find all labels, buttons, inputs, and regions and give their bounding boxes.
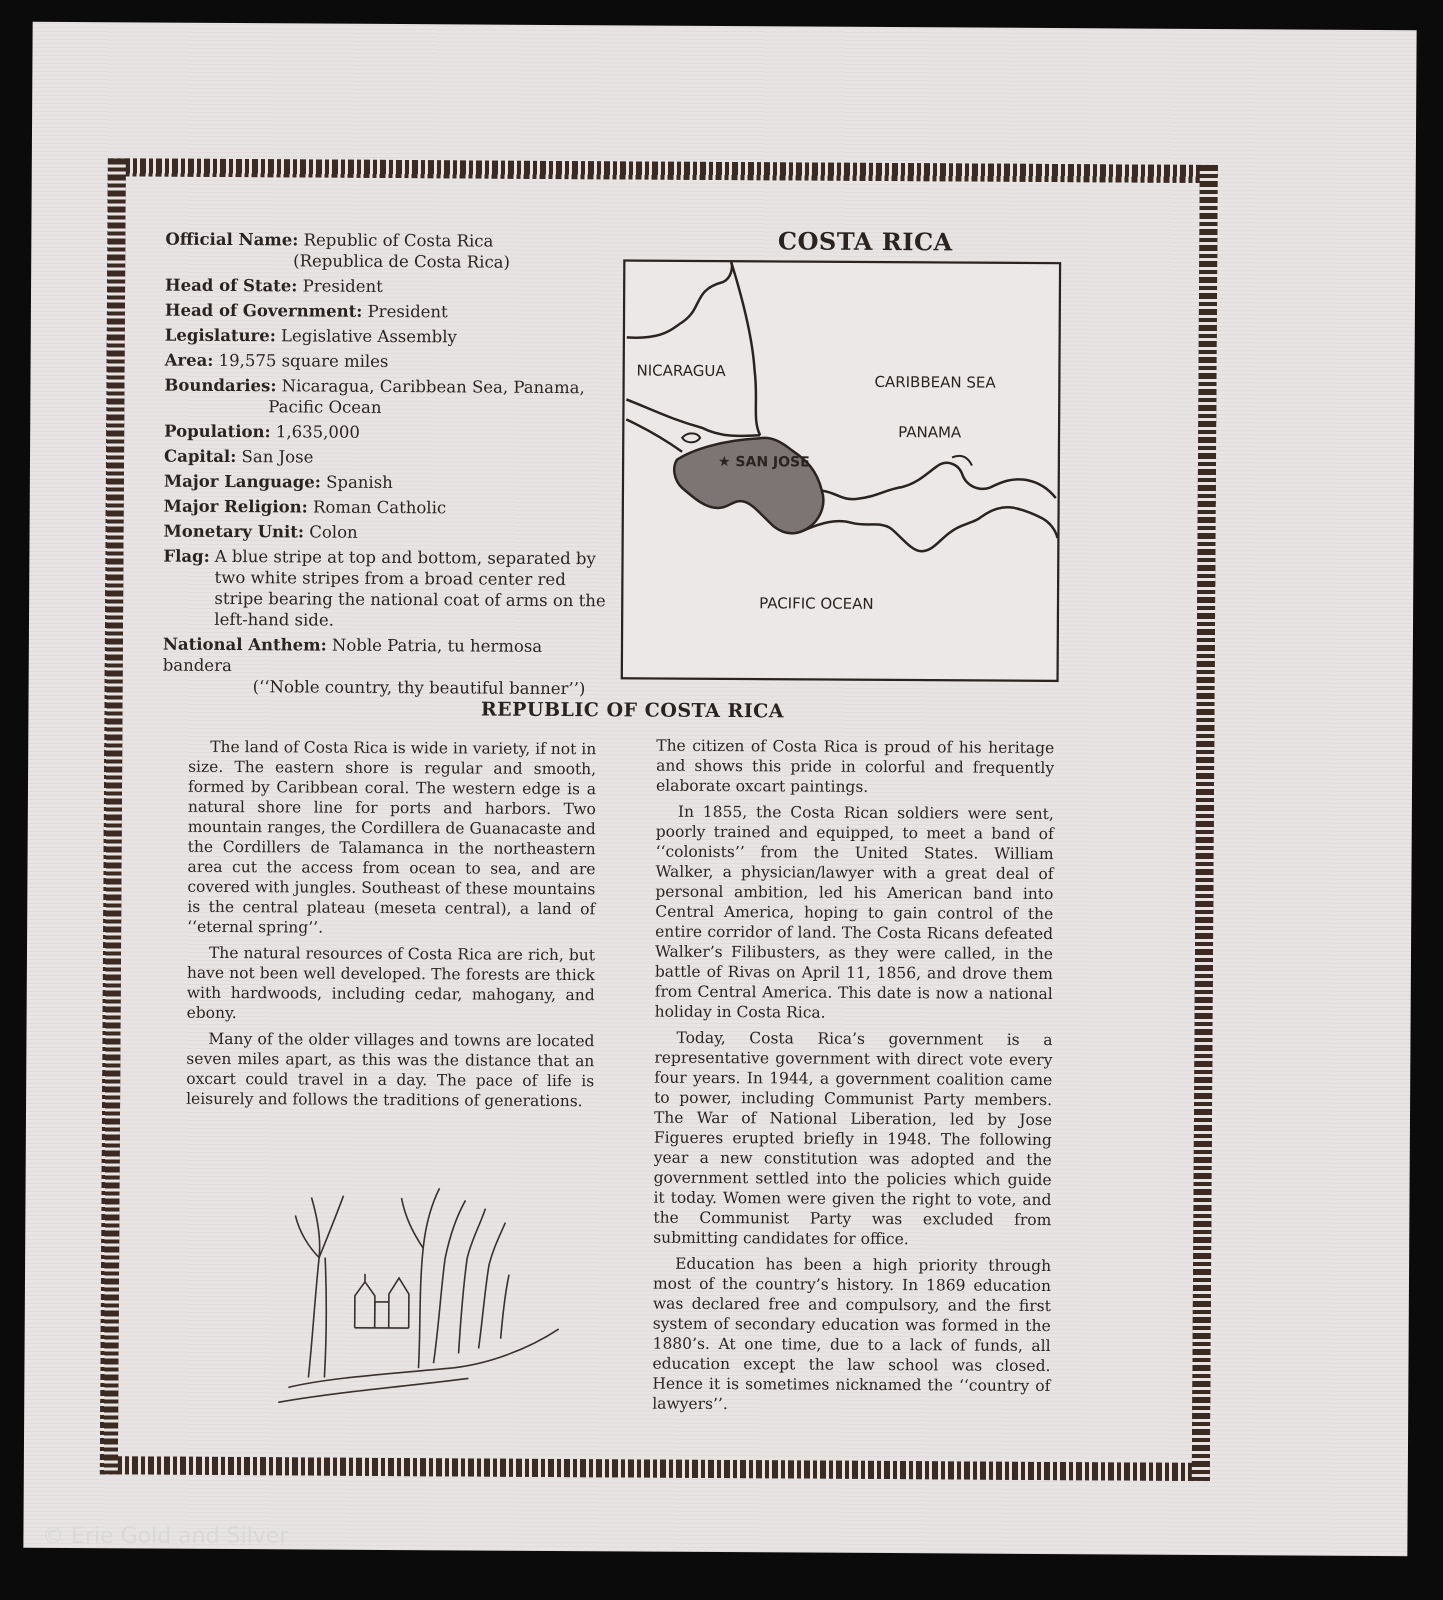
fact-boundaries: Boundaries: Nicaragua, Caribbean Sea, Panama, Pacific Ocean (164, 375, 585, 417)
church-trees-illustration (268, 1177, 569, 1409)
fact-monetary-unit: Monetary Unit: Colon (163, 521, 358, 542)
fact-legislature: Legislature: Legislative Assembly (164, 325, 457, 347)
map-title: COSTA RICA (777, 226, 953, 257)
fact-head-of-government: Head of Government: President (164, 300, 448, 322)
map-label-caribbean-sea: CARIBBEAN SEA (874, 372, 996, 392)
fact-capital: Capital: San Jose (163, 446, 314, 467)
fact-national-anthem: National Anthem: Noble Patria, tu hermosa bandera (‘‘Noble country, thy beautiful banner’’) (162, 634, 586, 699)
country-facts (163, 229, 616, 704)
paper-sheet (23, 22, 1416, 1556)
fact-population: Population: 1,635,000 (164, 421, 360, 442)
article-left-column (186, 737, 596, 1117)
fact-head-of-state: Head of State: President (165, 275, 383, 296)
fact-major-religion: Major Religion: Roman Catholic (163, 496, 447, 518)
paragraph: Education has been a high priority through most of the country’s history. In 1869 education was declared free and compulsory, and the first system of secondary education was formed in the 1880’s. At one time, due to a lack of funds, all education except the law school was closed. Hence it is sometimes nicknamed the ‘‘country of lawyers’’. (652, 1254, 1052, 1414)
paragraph: Many of the older villages and towns are located seven miles apart, as this was the distance that an oxcart could travel in a day. The pace of life is leisurely and follows the traditions of generations. (186, 1029, 595, 1111)
map-label-panama: PANAMA (898, 423, 962, 442)
map-label-san-jose: ★ SAN JOSE (717, 453, 810, 471)
paragraph: The citizen of Costa Rica is proud of his heritage and shows this pride in colorful and frequently elaborate oxcart paintings. (655, 736, 1055, 796)
map-label-nicaragua: NICARAGUA (636, 361, 726, 381)
map-graphic (621, 259, 1062, 682)
paragraph: The land of Costa Rica is wide in variety, if not in size. The eastern shore is regular and smooth, formed by Caribbean coral. The western edge is a natural shore line for ports and harbors. Two mountain ranges, the Cordillera de Guanacaste and the Cordillers de Talamanca in the northeastern area cut the access from ocean to sea, and are covered with jungles. Southeast of these mountains is the central plateau (meseta central), a land of ‘‘eternal spring’’. (187, 737, 597, 937)
fact-flag: Flag: A blue stripe at top and bottom, separated by two white stripes from a broad center red stripe bearing the national coat of arms on the left-hand side. (163, 546, 606, 630)
paragraph: The natural resources of Costa Rica are rich, but have not been well developed. The forests are thick with hardwoods, including cedar, mahogany, and ebony. (186, 943, 596, 1023)
map-label-pacific-ocean: PACIFIC OCEAN (759, 594, 874, 613)
costa-rica-map (621, 259, 1062, 682)
copyright-watermark: © Erie Gold and Silver (42, 1524, 289, 1549)
paragraph: In 1855, the Costa Rican soldiers were sent, poorly trained and equipped, to meet a band of ‘‘colonists’’ from the United States. William Walker, a physician/lawyer with a great deal of personal ambition, led his American band into Central America, hoping to gain control of the entire corridor of land. The Costa Ricans defeated Walker’s Filibusters, as they were called, in the battle of Rivas on April 11, 1856, and drove them from Central America. This date is now a national holiday in Costa Rica. (654, 802, 1054, 1022)
article-title: REPUBLIC OF COSTA RICA (480, 698, 785, 723)
decorative-border (100, 158, 1218, 1481)
paragraph: Today, Costa Rica’s government is a representative government with direct vote every four years. In 1944, a government coalition came to power, including Communist Party members. The War of National Liberation, led by Jose Figueres erupted briefly in 1948. The following year a new constitution was adopted and the government settled into the policies which guide it today. Women were given the right to vote, and the Communist Party was excluded from submitting candidates for office. (653, 1028, 1053, 1249)
fact-major-language: Major Language: Spanish (163, 471, 393, 492)
sketch-graphic (268, 1177, 569, 1409)
article-right-column (652, 736, 1054, 1422)
fact-area: Area: 19,575 square miles (164, 350, 389, 371)
fact-official-name: Official Name: Republic of Costa Rica (Republica de Costa Rica) (165, 229, 511, 272)
